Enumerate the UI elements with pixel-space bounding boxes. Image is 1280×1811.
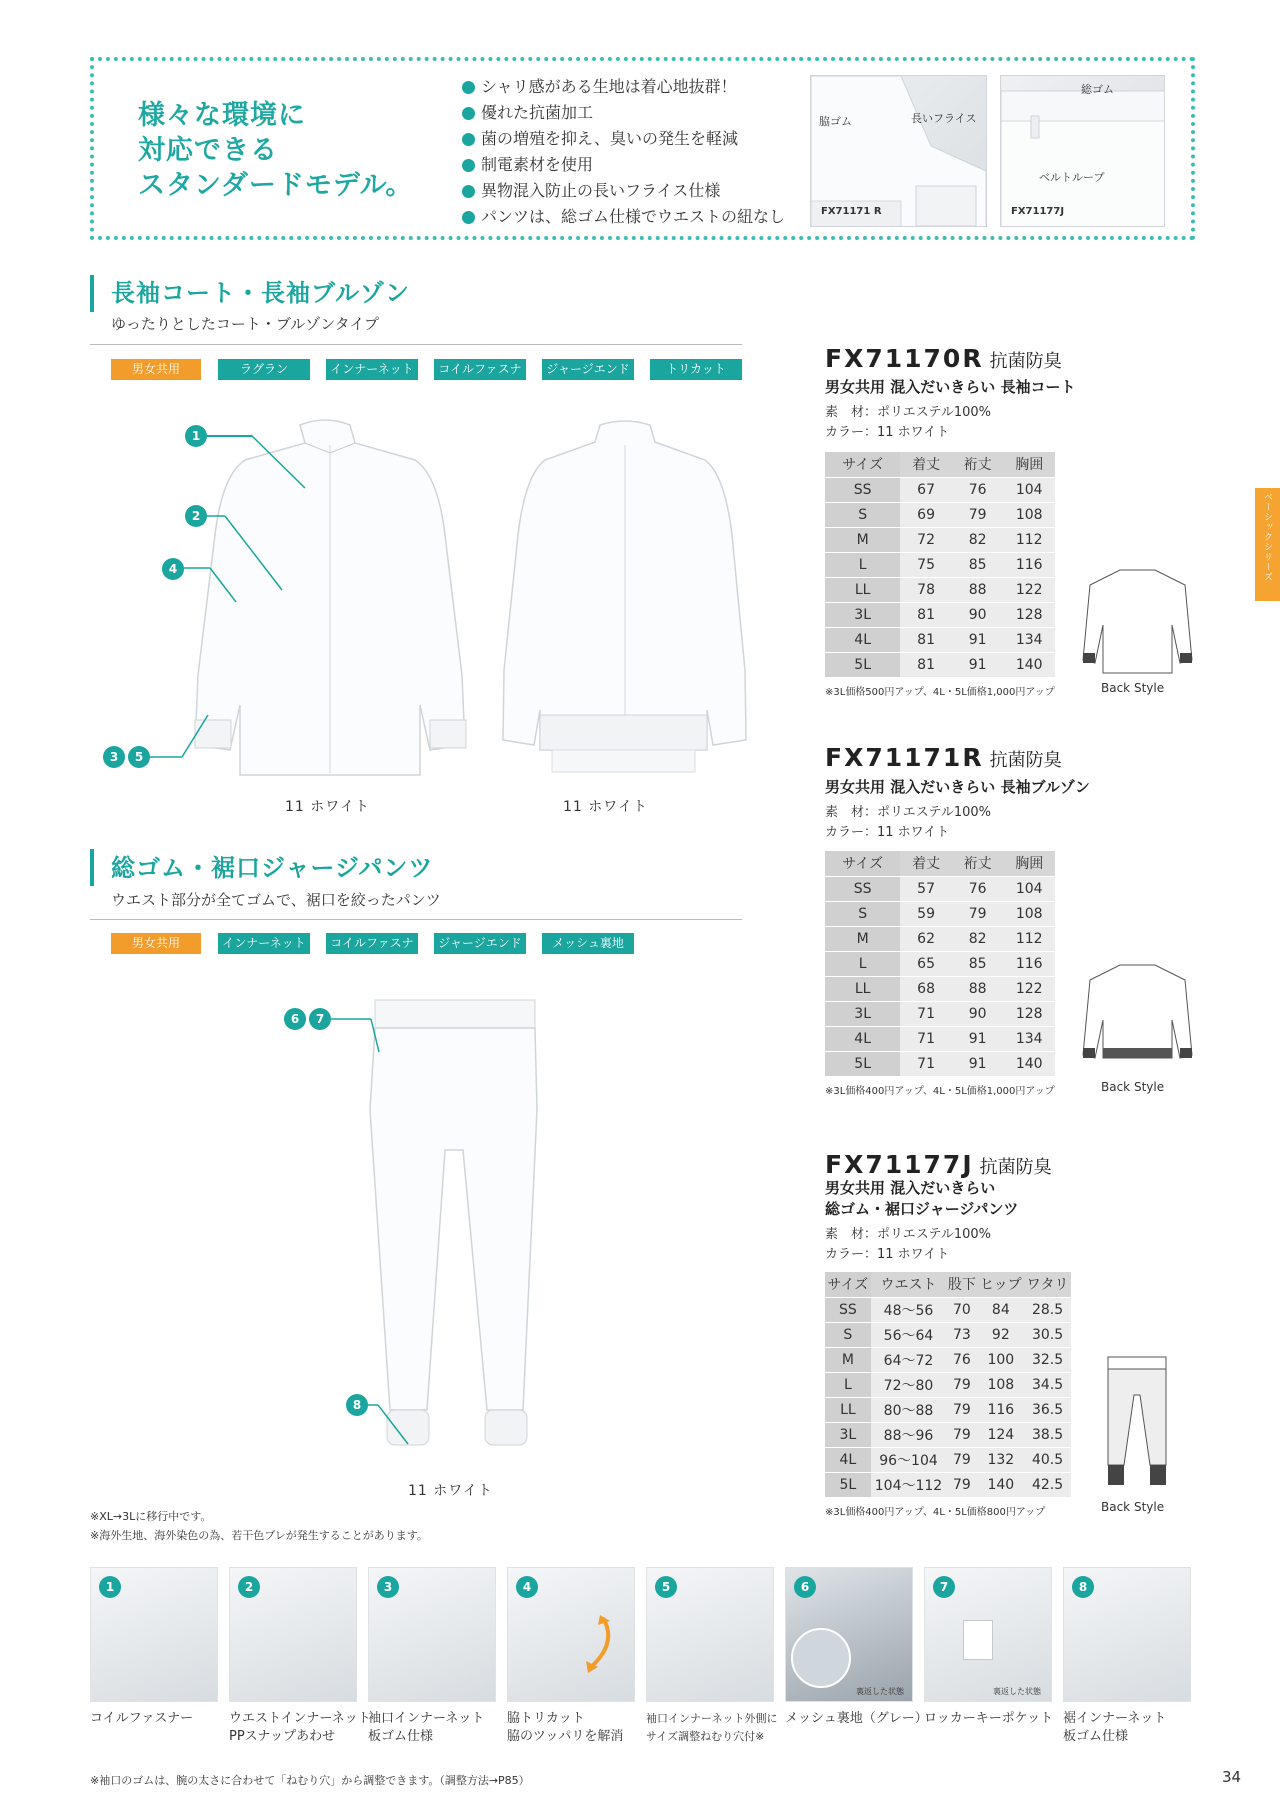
bullet-icon [462, 211, 475, 224]
coat-color-caption: 11 ホワイト [285, 799, 370, 815]
callout-5: 5 [128, 746, 150, 768]
back-style-label: Back Style [1101, 681, 1165, 695]
tag-unisex: 男女共用 [111, 359, 201, 380]
section-accent-bar [90, 849, 94, 886]
mesh-zoom [791, 1628, 851, 1688]
product-material: 素 材：ポリエステル100% [825, 405, 991, 420]
table-row: M 72 82 112 [825, 527, 1055, 552]
tag-jersey-end: ジャージエンド [434, 933, 526, 954]
table-row: M 64～72 76 100 32.5 [825, 1347, 1071, 1372]
detail-number: 1 [99, 1576, 121, 1598]
table-row: 4L 71 91 134 [825, 1026, 1055, 1051]
product-color: カラー：11 ホワイト [825, 425, 950, 440]
table-row: LL 80～88 79 116 36.5 [825, 1397, 1071, 1422]
bottom-footnote: ※袖口のゴムは、腕の太さに合わせて「ねむり穴」から調整できます。（調整方法→P85） [90, 1774, 530, 1787]
product-model: FX71171R 抗菌防臭 [825, 743, 1062, 772]
callout-line [250, 433, 310, 493]
product-model: FX71170R 抗菌防臭 [825, 344, 1062, 373]
detail-number: 8 [1072, 1576, 1094, 1598]
series-side-tab: ベーシックシリーズ [1255, 488, 1280, 601]
detail-photo-2 [229, 1567, 357, 1702]
coat-section-subtitle: ゆったりとしたコート・ブルゾンタイプ [111, 315, 379, 333]
table-row: S 59 79 108 [825, 901, 1055, 926]
detail-label: 袖口インナーネット外側に サイズ調整ねむり穴付※ [646, 1712, 778, 1743]
bullet-icon [462, 159, 475, 172]
callout-8: 8 [346, 1394, 368, 1416]
photo-code: FX71177J [1011, 206, 1065, 217]
price-note: ※3L価格400円アップ、4L・5L価格1,000円アップ [825, 1086, 1055, 1097]
detail-number: 6 [794, 1576, 816, 1598]
detail-photo-waist [1000, 75, 1165, 227]
detail-photo-5 [646, 1567, 774, 1702]
callout-3: 3 [103, 746, 125, 768]
pants-section-subtitle: ウエスト部分が全てゴムで、裾口を絞ったパンツ [111, 891, 441, 909]
photo-code: FX71171 R [821, 206, 882, 217]
detail-number: 4 [516, 1576, 538, 1598]
product-material: 素 材：ポリエステル100% [825, 1227, 991, 1242]
detail-number: 2 [238, 1576, 260, 1598]
intro-headline: 様々な環境に 対応できる スタンダードモデル。 [138, 100, 414, 201]
table-row: L 75 85 116 [825, 552, 1055, 577]
detail-label: 袖口インナーネット 板ゴム仕様 [368, 1711, 485, 1744]
pants-color-caption: 11 ホワイト [408, 1483, 493, 1499]
detail-label: ウエストインナーネット PPスナップあわせ [229, 1711, 371, 1744]
pants-back-style-drawing [1100, 1355, 1175, 1490]
table-row: M 62 82 112 [825, 926, 1055, 951]
feature-item: パンツは、総ゴム仕様でウエストの紐なし [462, 204, 785, 230]
detail-label: メッシュ裏地（グレー） [785, 1711, 928, 1726]
callout-line [331, 1016, 381, 1056]
photo-note: ベルトループ [1039, 171, 1105, 184]
photo-note: 長いフライス [911, 112, 977, 125]
product-model: FX71177J 抗菌防臭 [825, 1150, 1052, 1179]
size-table [825, 452, 1055, 678]
divider [90, 344, 742, 345]
detail-photo-1 [90, 1567, 218, 1702]
table-row: SS 67 76 104 [825, 477, 1055, 502]
table-row: 5L 81 91 140 [825, 652, 1055, 677]
callout-6: 6 [284, 1008, 306, 1030]
pants-note: ※海外生地、海外染色の為、若干色ブレが発生することがあります。 [90, 1529, 428, 1542]
tag-mesh-lining: メッシュ裏地 [542, 933, 634, 954]
callout-2: 2 [185, 505, 207, 527]
table-row: 4L 81 91 134 [825, 627, 1055, 652]
callout-1: 1 [185, 425, 207, 447]
detail-label: 裾インナーネット 板ゴム仕様 [1063, 1711, 1167, 1744]
detail-photo-4 [507, 1567, 635, 1702]
table-row: 3L 71 90 128 [825, 1001, 1055, 1026]
bullet-icon [462, 133, 475, 146]
tag-unisex: 男女共用 [111, 933, 201, 954]
bullet-icon [462, 81, 475, 94]
callout-line [150, 712, 215, 760]
back-style-label: Back Style [1101, 1500, 1165, 1514]
tag-tricut: トリカット [650, 359, 742, 380]
key-pocket [963, 1620, 993, 1660]
divider [90, 919, 742, 920]
size-table [825, 1272, 1071, 1498]
detail-photo-7 [924, 1567, 1052, 1702]
waist-illustration [1001, 76, 1165, 227]
product-description: 男女共用 混入だいきらい 長袖ブルゾン [825, 778, 1090, 796]
table-row: LL 78 88 122 [825, 577, 1055, 602]
callout-line [207, 435, 252, 437]
bullet-icon [462, 107, 475, 120]
tag-coil-zipper: コイルファスナー [326, 933, 418, 954]
product-description: 男女共用 混入だいきらい [825, 1179, 996, 1197]
table-row: S 69 79 108 [825, 502, 1055, 527]
bullet-icon [462, 185, 475, 198]
product-description: 総ゴム・裾口ジャージパンツ [825, 1200, 1019, 1218]
product-color: カラー：11 ホワイト [825, 1247, 950, 1262]
size-table [825, 851, 1055, 1077]
detail-label: コイルファスナー [90, 1711, 194, 1726]
tag-raglan: ラグラン [218, 359, 310, 380]
price-note: ※3L価格400円アップ、4L・5L価格800円アップ [825, 1507, 1046, 1518]
feature-item: 異物混入防止の長いフライス仕様 [462, 178, 785, 204]
detail-photo-sleeve [810, 75, 987, 227]
page-number: 34 [1222, 1768, 1242, 1786]
detail-number: 5 [655, 1576, 677, 1598]
feature-list [462, 74, 785, 230]
product-color: カラー：11 ホワイト [825, 825, 950, 840]
detail-label: 脇トリカット 脇のツッパリを解消 [507, 1711, 624, 1744]
pants-section-title: 総ゴム・裾口ジャージパンツ [111, 854, 434, 882]
callout-line [368, 1404, 413, 1449]
detail-photo-8 [1063, 1567, 1191, 1702]
long-blouson-image [500, 420, 750, 780]
coat-section-title: 長袖コート・長袖ブルゾン [111, 279, 411, 307]
tag-inner-net: インナーネット [326, 359, 418, 380]
table-row: LL 68 88 122 [825, 976, 1055, 1001]
tag-coil-zipper: コイルファスナー [434, 359, 526, 380]
coat-back-style-drawing [1080, 565, 1195, 680]
table-row: 5L 104～112 79 140 42.5 [825, 1472, 1071, 1497]
photo-note: 裏返した状態 [856, 1687, 904, 1696]
table-row: 3L 88～96 79 124 38.5 [825, 1422, 1071, 1447]
back-style-label: Back Style [1101, 1080, 1165, 1094]
photo-note: 裏返した状態 [993, 1687, 1041, 1696]
pants-note: ※XL→3Lに移行中です。 [90, 1510, 212, 1523]
table-row: L 65 85 116 [825, 951, 1055, 976]
blouson-color-caption: 11 ホワイト [563, 799, 648, 815]
callout-7: 7 [309, 1008, 331, 1030]
curved-arrow-icon [578, 1613, 618, 1673]
table-row: 5L 71 91 140 [825, 1051, 1055, 1076]
detail-label: ロッカーキーポケット [924, 1711, 1054, 1726]
photo-note: 脇ゴム [819, 115, 852, 128]
table-row: SS 57 76 104 [825, 876, 1055, 901]
product-material: 素 材：ポリエステル100% [825, 805, 991, 820]
jersey-pants-image [365, 990, 545, 1470]
product-description: 男女共用 混入だいきらい 長袖コート [825, 378, 1076, 396]
table-row: 4L 96～104 79 132 40.5 [825, 1447, 1071, 1472]
feature-item: 優れた抗菌加工 [462, 100, 785, 126]
photo-note: 総ゴム [1081, 83, 1114, 96]
table-header: サイズ ウエスト 股下 ヒップ ワタリ [825, 1272, 1071, 1297]
tag-jersey-end: ジャージエンド [542, 359, 634, 380]
feature-item: 菌の増殖を抑え、臭いの発生を軽減 [462, 126, 785, 152]
table-row: S 56～64 73 92 30.5 [825, 1322, 1071, 1347]
blouson-back-style-drawing [1080, 960, 1195, 1065]
detail-photo-3 [368, 1567, 496, 1702]
table-header: サイズ 着丈 裄丈 胸囲 [825, 851, 1055, 876]
feature-item: 制電素材を使用 [462, 152, 785, 178]
sleeve-illustration [811, 76, 987, 227]
detail-number: 7 [933, 1576, 955, 1598]
table-row: L 72～80 79 108 34.5 [825, 1372, 1071, 1397]
table-header: サイズ 着丈 裄丈 胸囲 [825, 452, 1055, 477]
section-accent-bar [90, 275, 94, 312]
table-row: 3L 81 90 128 [825, 602, 1055, 627]
detail-photo-6 [785, 1567, 913, 1702]
tag-inner-net: インナーネット [218, 933, 310, 954]
table-row: SS 48～56 70 84 28.5 [825, 1297, 1071, 1322]
price-note: ※3L価格500円アップ、4L・5L価格1,000円アップ [825, 687, 1055, 698]
detail-number: 3 [377, 1576, 399, 1598]
callout-4: 4 [162, 558, 184, 580]
feature-item: シャリ感がある生地は着心地抜群！ [462, 74, 785, 100]
callout-line [184, 567, 244, 607]
